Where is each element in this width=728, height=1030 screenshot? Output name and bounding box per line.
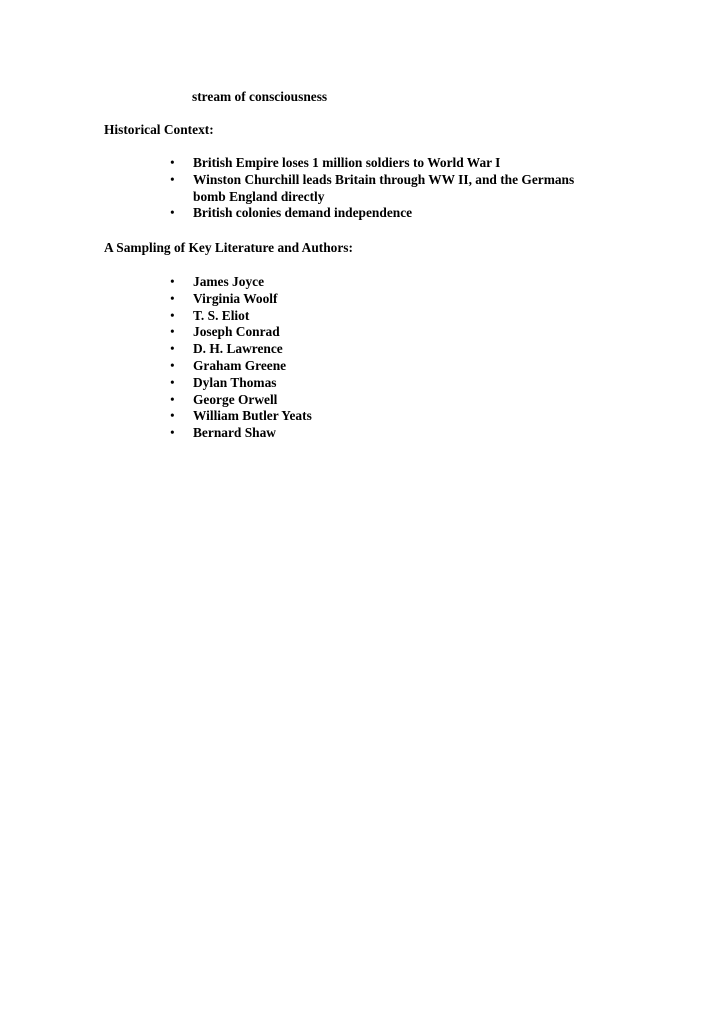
authors-list	[0, 274, 312, 442]
bullet-icon: •	[170, 171, 175, 187]
author-name: William Butler Yeats	[193, 408, 312, 424]
bullet-icon: •	[170, 341, 175, 357]
historical-context-heading: Historical Context:	[104, 122, 214, 137]
list-item-text: British colonies demand independence	[193, 205, 413, 221]
author-name: Graham Greene	[193, 357, 287, 373]
bullet-icon: •	[170, 274, 175, 289]
list-item	[0, 425, 312, 442]
list-item	[0, 155, 574, 172]
author-name: James Joyce	[193, 274, 265, 289]
list-item-text: British Empire loses 1 million soldiers to World War I	[193, 155, 501, 170]
list-item-text: Winston Churchill leads Britain through WW II, and the Germans	[193, 171, 575, 187]
list-item	[0, 172, 574, 189]
author-name: Virginia Woolf	[193, 290, 278, 306]
list-item	[0, 274, 312, 291]
bullet-icon: •	[170, 155, 175, 170]
list-item-text: bomb England directly	[193, 188, 325, 204]
author-name: Dylan Thomas	[193, 374, 277, 390]
list-item	[0, 375, 312, 392]
list-item	[0, 358, 312, 375]
bullet-icon: •	[170, 205, 175, 221]
list-item	[0, 324, 312, 341]
list-item	[0, 392, 312, 409]
bullet-icon: •	[170, 374, 175, 390]
list-item-continuation	[0, 189, 574, 206]
bullet-icon: •	[170, 408, 175, 424]
bullet-icon: •	[170, 391, 175, 407]
bullet-icon: •	[170, 357, 175, 373]
list-item	[0, 291, 312, 308]
author-name: George Orwell	[193, 391, 278, 407]
author-name: D. H. Lawrence	[193, 341, 283, 357]
bullet-icon: •	[170, 307, 175, 323]
bullet-icon: •	[170, 290, 175, 306]
list-item	[0, 408, 312, 425]
author-name: Bernard Shaw	[193, 425, 276, 441]
bullet-icon: •	[170, 425, 175, 441]
historical-context-list	[0, 155, 574, 222]
list-item	[0, 205, 574, 222]
list-item	[0, 341, 312, 358]
bullet-icon: •	[170, 324, 175, 340]
author-name: T. S. Eliot	[193, 307, 250, 323]
list-item	[0, 308, 312, 325]
author-name: Joseph Conrad	[193, 324, 280, 340]
key-literature-heading: A Sampling of Key Literature and Authors:	[104, 240, 353, 255]
continuation-text: stream of consciousness	[192, 89, 328, 104]
